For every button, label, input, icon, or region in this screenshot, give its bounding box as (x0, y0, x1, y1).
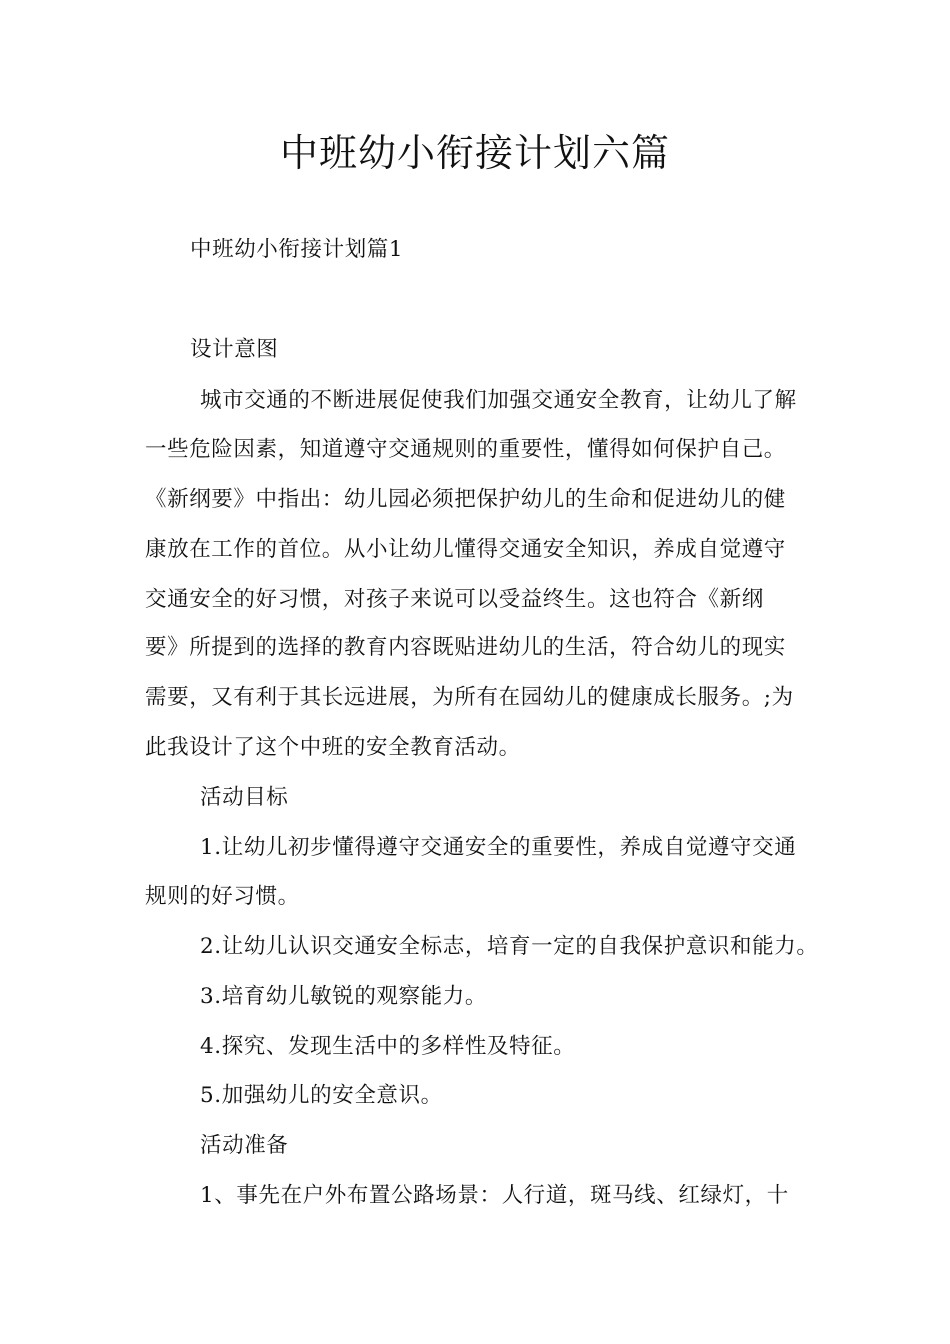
paragraph-line: 《新纲要》中指出：幼儿园必须把保护幼儿的生命和促进幼儿的健 (145, 487, 786, 512)
paragraph-line: 康放在工作的首位。从小让幼儿懂得交通安全知识，养成自觉遵守 (145, 537, 786, 562)
goal-item: 5.加强幼儿的安全意识。 (200, 1083, 443, 1108)
paragraph-line: 一些危险因素，知道遵守交通规则的重要性，懂得如何保护自己。 (145, 437, 786, 462)
goal-item-continuation: 规则的好习惯。 (145, 884, 300, 909)
goal-item: 2.让幼儿认识交通安全标志，培育一定的自我保护意识和能力。 (200, 934, 819, 959)
paragraph-line: 城市交通的不断进展促使我们加强交通安全教育，让幼儿了解 (200, 388, 797, 413)
document-title: 中班幼小衔接计划六篇 (279, 131, 670, 175)
section-subtitle: 中班幼小衔接计划篇1 (190, 237, 404, 262)
paragraph-line: 需要，又有利于其长远进展，为所有在园幼儿的健康成长服务。;为 (145, 685, 794, 710)
goal-item: 4.探究、发现生活中的多样性及特征。 (200, 1034, 576, 1059)
goal-item: 3.培育幼儿敏锐的观察能力。 (200, 984, 487, 1009)
heading-design-intent: 设计意图 (190, 337, 279, 362)
paragraph-line: 交通安全的好习惯，对孩子来说可以受益终生。这也符合《新纲 (145, 587, 764, 612)
paragraph-line: 此我设计了这个中班的安全教育活动。 (145, 735, 521, 760)
heading-activity-prep: 活动准备 (200, 1133, 289, 1158)
prep-item: 1、事先在户外布置公路场景：人行道，斑马线、红绿灯，十 (200, 1183, 789, 1208)
heading-activity-goals: 活动目标 (200, 785, 289, 810)
paragraph-line: 要》所提到的选择的教育内容既贴进幼儿的生活，符合幼儿的现实 (145, 635, 786, 660)
goal-item: 1.让幼儿初步懂得遵守交通安全的重要性，养成自觉遵守交通 (200, 835, 797, 860)
